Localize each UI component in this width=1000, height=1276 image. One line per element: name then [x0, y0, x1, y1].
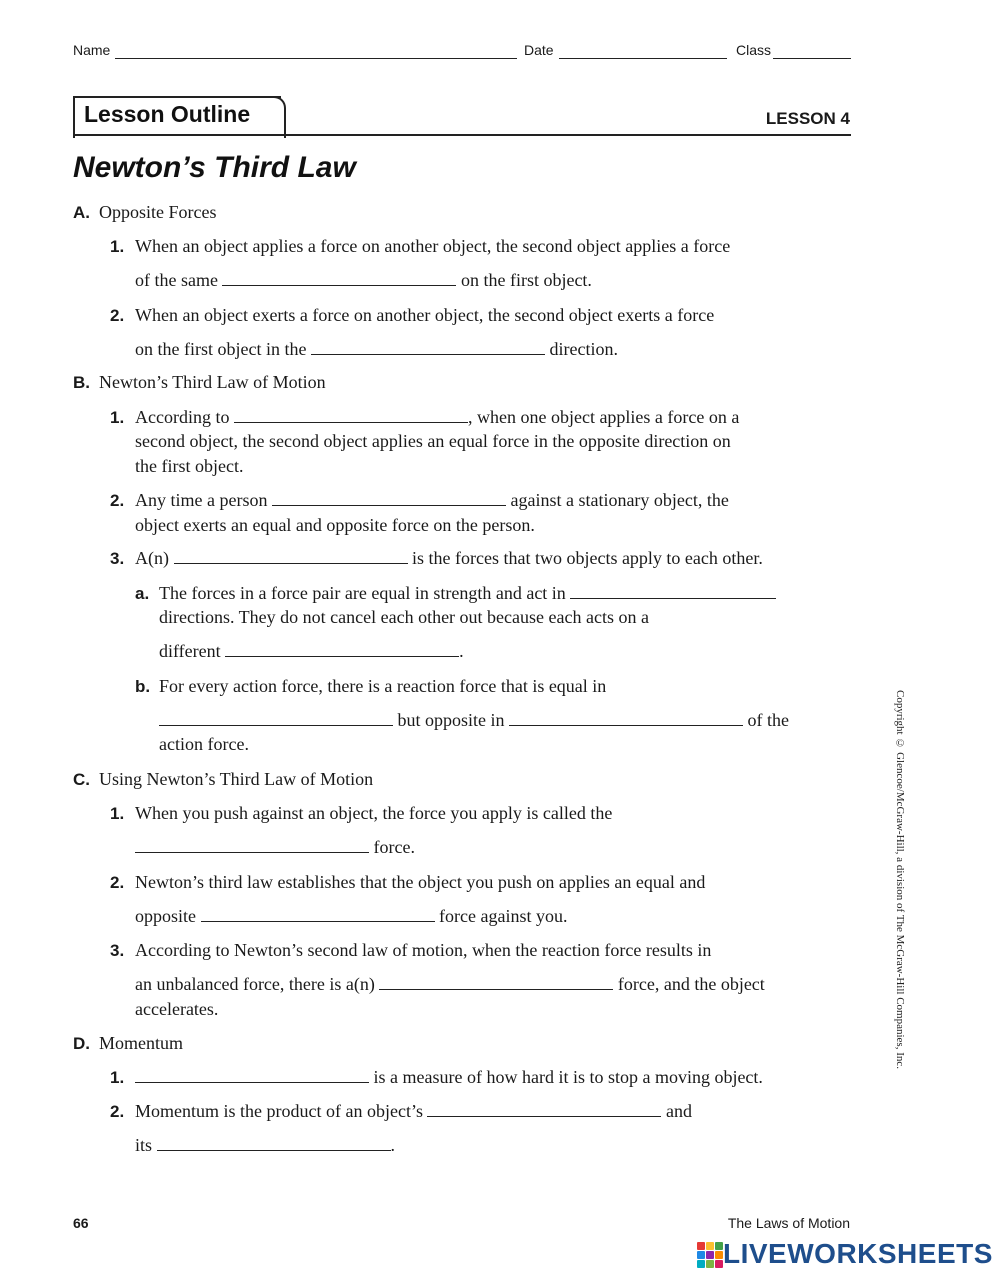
subitem-marker: b. — [135, 677, 151, 696]
b3-text-b: is the forces that two objects apply to each other. — [412, 548, 763, 568]
b3-answer-blank[interactable] — [174, 547, 408, 564]
a2-answer-blank[interactable] — [311, 338, 545, 355]
lesson-number: LESSON 4 — [765, 109, 850, 128]
bb-line3: action force. — [159, 734, 249, 754]
c2-text-a: opposite — [135, 906, 196, 926]
date-blank[interactable] — [559, 58, 727, 59]
section-d-marker: D. — [73, 1034, 90, 1053]
a2-line1: When an object exerts a force on another object, the second object exerts a force — [135, 305, 715, 325]
ba-answer-blank-1[interactable] — [570, 582, 776, 599]
class-label: Class — [736, 42, 772, 58]
item-marker: 3. — [110, 549, 125, 568]
item-marker: 3. — [110, 941, 125, 960]
c2-line1: Newton’s third law establishes that the object you push on applies an equal and — [135, 872, 706, 892]
bb-text-b: of the — [747, 710, 789, 730]
section-a-heading: Opposite Forces — [99, 202, 217, 222]
name-blank[interactable] — [115, 58, 517, 59]
page-number: 66 — [73, 1215, 89, 1231]
copyright-notice: Copyright © Glencoe/McGraw-Hill, a division of The McGraw-Hill Companies, Inc. — [894, 690, 906, 1069]
item-marker: 1. — [110, 237, 125, 256]
item-marker: 1. — [110, 1068, 125, 1087]
ba-text-b: different — [159, 641, 221, 661]
section-b-marker: B. — [73, 373, 90, 392]
d1-line1 — [135, 1065, 763, 1090]
book-title: The Laws of Motion — [727, 1215, 850, 1231]
d2-line2 — [135, 1133, 395, 1158]
a2-line2 — [135, 337, 618, 362]
item-marker: 2. — [110, 1102, 125, 1121]
class-blank[interactable] — [773, 58, 851, 59]
d1-answer-blank[interactable] — [135, 1066, 369, 1083]
c3-line3: accelerates. — [135, 999, 219, 1019]
section-b-heading: Newton’s Third Law of Motion — [99, 372, 326, 392]
b2-text-b: against a stationary object, the — [510, 490, 729, 510]
d2-answer-blank-1[interactable] — [427, 1100, 661, 1117]
bb-answer-blank-1[interactable] — [159, 709, 393, 726]
b2-line1 — [135, 488, 729, 513]
d2-text-b: and — [665, 1101, 692, 1121]
d2-answer-blank-2[interactable] — [157, 1134, 391, 1151]
b1-line3: the first object. — [135, 456, 244, 476]
a2-text-a: on the first object in the — [135, 339, 307, 359]
item-marker: 1. — [110, 804, 125, 823]
c2-line2 — [135, 904, 567, 929]
c1-line2 — [135, 835, 415, 860]
lesson-outline-title: Lesson Outline — [84, 101, 251, 127]
section-d-heading: Momentum — [99, 1033, 183, 1053]
section-a-marker: A. — [73, 203, 90, 222]
item-marker: 2. — [110, 306, 125, 325]
a2-text-b: direction. — [549, 339, 618, 359]
section-c-marker: C. — [73, 770, 90, 789]
item-marker: 2. — [110, 491, 125, 510]
a1-line2 — [135, 268, 592, 293]
d2-line1 — [135, 1099, 692, 1124]
d1-text-a: is a measure of how hard it is to stop a moving object. — [373, 1067, 763, 1087]
liveworksheets-wordmark: LIVEWORKSHEETS — [723, 1238, 993, 1269]
date-label: Date — [524, 42, 554, 58]
a1-text-b: on the first object. — [460, 270, 592, 290]
ba-text-a: The forces in a force pair are equal in strength and act in — [159, 583, 566, 603]
banner-rule — [73, 134, 851, 136]
subitem-marker: a. — [135, 584, 150, 603]
item-marker: 2. — [110, 873, 125, 892]
c3-line1: According to Newton’s second law of motion, when the reaction force results in — [135, 940, 712, 960]
d2-text-c: its — [135, 1135, 153, 1155]
student-info-header — [73, 42, 851, 62]
c1-text-a: force. — [373, 837, 415, 857]
c3-answer-blank[interactable] — [379, 973, 613, 990]
b1-line2: second object, the second object applies an equal force in the opposite direction on — [135, 431, 731, 451]
d2-text-a: Momentum is the product of an object’s — [135, 1101, 423, 1121]
section-c-heading: Using Newton’s Third Law of Motion — [99, 769, 374, 789]
c2-answer-blank[interactable] — [201, 905, 435, 922]
bb-answer-blank-2[interactable] — [509, 709, 743, 726]
lesson-outline-tab-curve — [270, 96, 286, 138]
page-title: Newton’s Third Law — [73, 151, 356, 184]
a1-answer-blank[interactable] — [222, 269, 456, 286]
item-marker: 1. — [110, 408, 125, 427]
c3-text-a: an unbalanced force, there is a(n) — [135, 974, 375, 994]
liveworksheets-grid-icon — [697, 1242, 723, 1268]
d2-text-d: . — [390, 1135, 396, 1155]
c3-line2 — [135, 972, 765, 997]
ba-line3 — [159, 639, 464, 664]
b1-text-b: , when one object applies a force on a — [467, 407, 740, 427]
b3-line1 — [135, 546, 763, 571]
c2-text-b: force against you. — [439, 906, 568, 926]
c1-line1: When you push against an object, the force you apply is called the — [135, 803, 613, 823]
b3-text-a: A(n) — [135, 548, 169, 568]
c1-answer-blank[interactable] — [135, 836, 369, 853]
b1-answer-blank[interactable] — [234, 406, 468, 423]
b2-line2: object exerts an equal and opposite force on the person. — [135, 515, 535, 535]
ba-answer-blank-2[interactable] — [225, 640, 459, 657]
name-label: Name — [73, 42, 111, 58]
ba-line2: directions. They do not cancel each other out because each acts on a — [159, 607, 649, 627]
b2-text-a: Any time a person — [135, 490, 268, 510]
a1-line1: When an object applies a force on another object, the second object applies a force — [135, 236, 731, 256]
b2-answer-blank[interactable] — [272, 489, 506, 506]
b1-text-a: According to — [135, 407, 230, 427]
bb-line1: For every action force, there is a reaction force that is equal in — [159, 676, 607, 696]
ba-line1 — [159, 581, 776, 606]
b1-line1 — [135, 405, 739, 430]
ba-text-c: . — [459, 641, 464, 661]
bb-text-a: but opposite in — [397, 710, 505, 730]
bb-line2 — [159, 708, 789, 733]
a1-text-a: of the same — [135, 270, 218, 290]
c3-text-b: force, and the object — [617, 974, 765, 994]
